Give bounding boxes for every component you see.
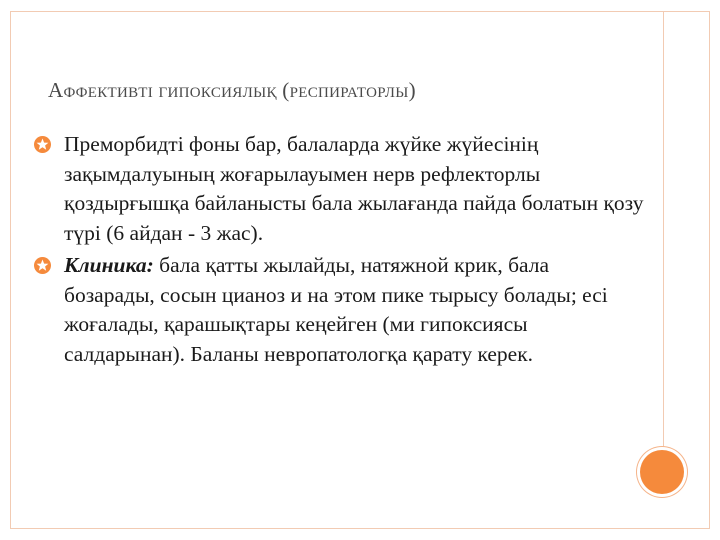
bullet-2-lead: Клиника:: [64, 253, 154, 277]
orange-star-bullet-icon: [34, 257, 51, 274]
bullet-item-2: [34, 251, 644, 369]
bullet-2-text: бала қатты жылайды, натяжной крик, бала бозарады, сосын цианоз и на этом пике тырысу болады; есі жоғалады, қарашықтары кеңейген (ми гипоксиясы салдарынан). Баланы невропатологқа қарату керек.: [64, 253, 608, 366]
frame-left-border: [10, 11, 11, 529]
orange-circle-decoration: [640, 450, 684, 494]
frame-top-border: [10, 11, 710, 12]
vertical-divider: [663, 11, 664, 451]
orange-star-bullet-icon: [34, 136, 51, 153]
bullet-item-1: [34, 130, 644, 248]
frame-right-border: [709, 11, 710, 529]
bullet-1-text: Преморбидті фоны бар, балаларда жүйке жүйесінің зақымдалуының жоғарылауымен нерв рефлекторлы қоздырғышқа байланысты бала жылағанда пайда болатын қозу түрі (6 айдан - 3 жас).: [64, 132, 644, 245]
slide-title-rest: ффективті гипоксиялық (респираторлы): [63, 78, 416, 102]
slide-title-first-letter: А: [48, 78, 64, 102]
slide-title: [48, 78, 638, 103]
bullet-list: [34, 130, 644, 372]
frame-bottom-border: [10, 528, 710, 529]
